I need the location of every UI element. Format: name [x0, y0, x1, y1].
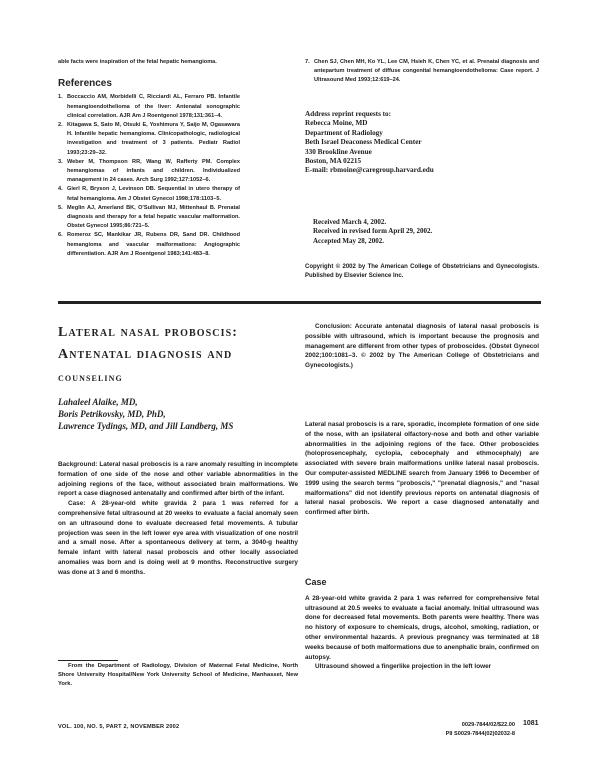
affiliation-footnote: From the Department of Radiology, Division of Maternal Fetal Medicine, North Shore University Hospital/New York University School of Medicine, Manhasset, New York.	[58, 663, 298, 687]
email-address: E-mail: rbmoine@caregroup.harvard.edu	[305, 166, 434, 175]
top-right-references	[305, 58, 539, 86]
case-text: A 28-year-old white gravida 2 para 1 was referred for comprehensive fetal ultrasound at 20.5 weeks to evaluate a facial anomaly. Initial ultrasound was done for decreased fetal movements. Both parents were healthy. There was no history of exposure to chemicals, drugs, alcohol, smoking, radiation, or other environmental hazards. A previous pregnancy was terminated at 18 weeks because of both malformations due to anenphalic brain, confirmed on autopsy.	[305, 594, 539, 661]
abstract-conclusion: Conclusion: Accurate antenatal diagnosis of lateral nasal proboscis is possible with ultrasound, which is important because the prognosis and management are different from other types of proboscides. (Obstet Gynecol 2002;100:1081–3. © 2002 by The American College of Obstetricians and Gynecologists.)	[305, 323, 539, 370]
reference-item: 2. Kitagawa S, Sato M, Otsuki E, Yoshimura Y, Saijo M, Ogasawara H. Infantile hepatic hemangioma. Clinicopathologic, radiological investigation and treatment of 3 patients. Pediatr Radiol 1993;23:29–32.	[58, 122, 240, 156]
article-title: Lateral nasal proboscis: Antenatal diagnosis and counseling	[58, 325, 239, 384]
case-text-continued: Ultrasound showed a fingerlike projection in the left lower	[315, 663, 492, 671]
abstract-background: Background: Lateral nasal proboscis is a rare anomaly resulting in incomplete formation of one side of the nose and other variable abnormalities in the adjoining regions of the face, without associated brain malformations. We report a case diagnosed antenatally and confirmed after birth of the infant.	[58, 461, 298, 498]
received-dates: Received March 4, 2002. Received in revised form April 29, 2002. Accepted May 28, 2002.	[313, 218, 433, 245]
case-section	[305, 578, 539, 672]
reference-item: 3. Weber M, Thompson RR, Wang W, Rafferty PM. Complex hemangiomas of infants and children. Individualized management in 24 cases. Arch Surg 1992;127:1052–6.	[58, 158, 240, 184]
journal-volume-info: VOL. 100, NO. 5, PART 2, NOVEMBER 2002	[58, 724, 180, 730]
reference-item: 5. Meglin AJ, Amerland BK, O'Sullivan MJ, Mittenhaul B. Prenatal diagnosis and therapy for a fetal hepatic vascular malformation. Obstet Gynecol 1995;86:721–5.	[58, 204, 240, 230]
divider-rule	[58, 301, 541, 304]
page-number: 1081	[523, 720, 539, 727]
continuation-text: able facts were inspiration of the fetal hepatic hemangioma.	[58, 59, 217, 65]
footnote-divider	[58, 660, 118, 661]
references-heading: References	[58, 78, 112, 90]
journal-ids: 0029-7844/02/$22.00 PII S0029-7844(02)02032-8	[445, 722, 515, 737]
copyright-notice: Copyright © 2002 by The American College of Obstetricians and Gynecologists. Published by Elsevier Science Inc.	[305, 264, 539, 279]
reference-item: 7. Chen SJ, Chen MH, Ko YL, Lee CM, Hsieh K, Chen YC, et al. Prenatal diagnosis and antepartum treatment of diffuse congenital hemangioendothelioma: Case report. J Ultrasound Med 1993;12:619–24.	[305, 59, 539, 84]
abstract	[58, 460, 298, 578]
article-authors: Lahaleel Alaike, MD, Boris Petrikovsky, MD, PhD, Lawrence Tydings, MD, and Jill Landberg, MS	[58, 397, 234, 431]
top-left-column	[58, 58, 240, 259]
reference-item: 4. Gierl R, Bryson J, Levinson DB. Sequential in utero therapy of fetal hemangioma. Am J Obstet Gynecol 1998;178:1103–5.	[58, 186, 240, 202]
abstract-case: Case: A 28-year-old white gravida 2 para 1 was referred for a comprehensive fetal ultrasound at 20 weeks to evaluate a facial anomaly seen on an ultrasound done to evaluate decreased fetal movements. A tubular projection was seen in the left lower eye area with visualization of one nostril and a small nose. After a spontaneous delivery at term, a 3040-g healthy female infant with lateral nasal proboscis and other locally associated anomalies was born and is doing well at 9 months. Reconstructive surgery was done at 3 and 6 months.	[58, 500, 298, 576]
introduction-text: Lateral nasal proboscis is a rare, sporadic, incomplete formation of one side of the nose, with an ipsilateral olfactory-nose and both and other variable abnormalities in the adjoining regions of the face. Other proboscides (holoprosencephaly, cyclopia, cebocephaly and ethmocephaly) are associated with severe brain malformations unlike lateral nasal proboscis. Our computer-assisted MEDLINE search from January 1966 to December of 1999 using the search terms "proboscis," "prenatal diagnosis," and "nasal malformations" did not identify previous reports on antenatal diagnosis of lateral nasal proboscis. We report a case diagnosed antenatally and confirmed after birth.	[305, 421, 539, 517]
reprint-address: Address reprint requests to: Rebecca Moine, MD Department of Radiology Beth Israel Deaconess Medical Center 330 Brookline Avenue Boston, MA 02215 E-mail: rbmoine@caregroup.harvard.edu	[305, 110, 539, 176]
references-list	[58, 93, 240, 259]
reference-item: 6. Romeroz SC, Mankikar JR, Rubens DR, Sand DR. Childhood hemangioma and vascular malformations: Angiographic differentiation. AJR Am J Roentgenol 1983;141:483–8.	[58, 232, 240, 257]
reference-item: 1. Boccaccio AM, Morbidelli C, Ricciardi AL, Ferraro PB. Infantile hemangioendothelioma of the liver: Antenatal sonographic clinical correlation. AJR Am J Roentgenol 1978;131:361–4.	[58, 94, 240, 119]
case-heading: Case	[305, 577, 327, 587]
